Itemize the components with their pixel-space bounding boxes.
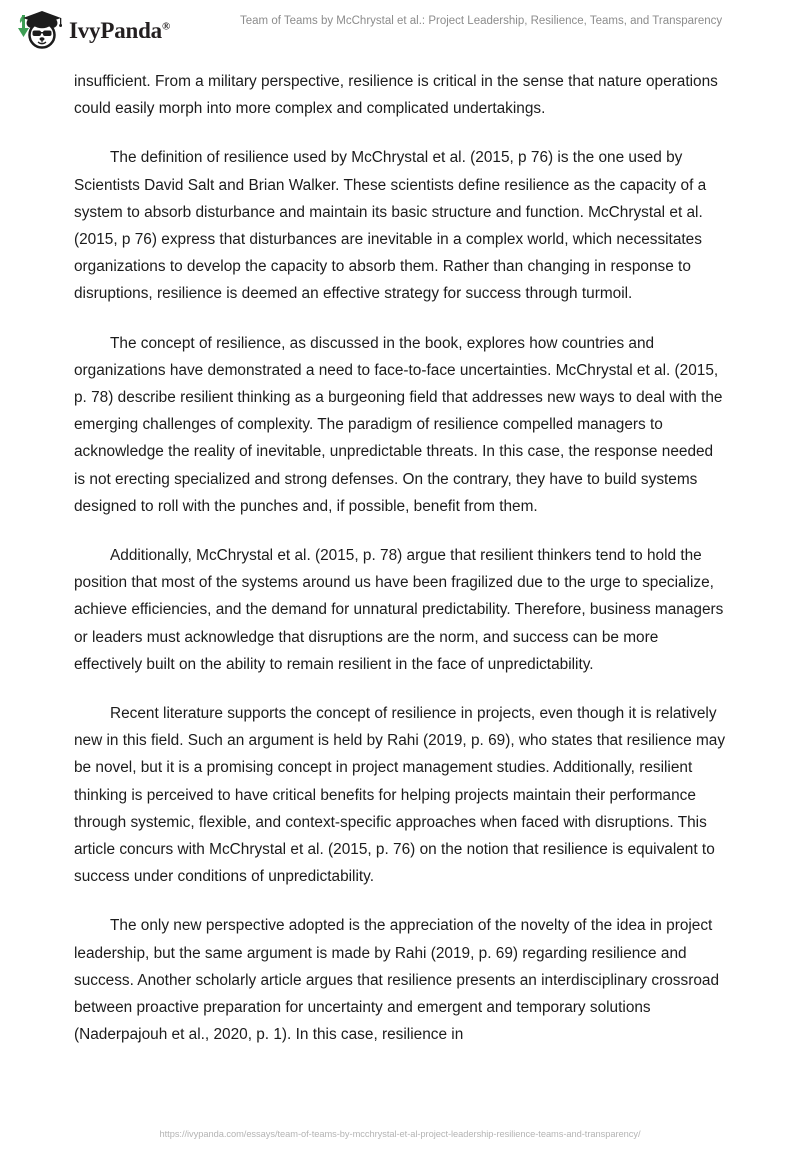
paragraph-3: The concept of resilience, as discussed in the book, explores how countries and organizations have demonstrated a need to face-to-face uncertainties. McChrystal et al. (2015, p. 78) describe resilient thinking as a burgeoning field that addresses new ways to deal with the emerging challenges of complexity. The paradigm of resilience compelled managers to acknowledge the reality of inevitable, unpredictable threats. In this case, the response needed is not erecting specialized and strong defenses. On the contrary, they have to build systems designed to roll with the punches and, if possible, benefit from them.	[74, 334, 723, 515]
brand-logo[interactable]	[16, 8, 170, 52]
paragraph-1: insufficient. From a military perspective, resilience is critical in the sense that nature operations could easily morph into more complex and complicated undertakings.	[74, 73, 718, 118]
source-url-link[interactable]: https://ivypanda.com/essays/team-of-teams-by-mcchrystal-et-al-project-leadership-resilience-teams-and-transparency/	[159, 1129, 641, 1139]
article-body	[74, 68, 726, 1049]
brand-name-text: IvyPanda	[69, 17, 162, 43]
brand-wordmark	[69, 19, 170, 42]
panda-graduate-logo-icon	[16, 8, 62, 52]
page-footer	[0, 1124, 800, 1142]
page-header	[0, 0, 800, 58]
registered-trademark-icon: ®	[161, 19, 171, 32]
paragraph-4: Additionally, McChrystal et al. (2015, p. 78) argue that resilient thinkers tend to hold the position that most of the systems around us have been fragilized due to the urge to specialize, achieve efficiencies, and the demand for unnatural predictability. Therefore, business managers or leaders must acknowledge that disruptions are the norm, and success can be more effectively built on the ability to remain resilient in the face of unpredictability.	[74, 547, 724, 673]
paragraph-6: The only new perspective adopted is the appreciation of the novelty of the idea in project leadership, but the same argument is made by Rahi (2019, p. 69) regarding resilience and success. Another scholarly article argues that resilience presents an interdisciplinary crossroad between proactive preparation for uncertainty and emergent and temporary solutions (Naderpajouh et al., 2020, p. 1). In this case, resilience in	[74, 917, 720, 1044]
paragraph-5: Recent literature supports the concept of resilience in projects, even though it is relatively new in this field. Such an argument is held by Rahi (2019, p. 69), who states that resilience may be novel, but it is a promising concept in project management studies. Additionally, resilient thinking is perceived to have critical benefits for helping projects maintain their performance through systemic, flexible, and context-specific approaches when faced with disruptions. This article concurs with McChrystal et al. (2015, p. 76) on the notion that resilience is equivalent to success under conditions of unpredictability.	[74, 705, 726, 886]
document-title-header: Team of Teams by McChrystal et al.: Project Leadership, Resilience, Teams, and Transparency	[240, 15, 723, 27]
paragraph-2: The definition of resilience used by McChrystal et al. (2015, p 76) is the one used by Scientists David Salt and Brian Walker. These scientists define resilience as the capacity of a system to absorb disturbance and maintain its basic structure and function. McChrystal et al. (2015, p 76) express that disturbances are inevitable in a complex world, which necessitates organizations to develop the capacity to absorb them. Rather than changing in response to disruptions, resilience is deemed an effective strategy for success through turmoil.	[74, 149, 707, 303]
